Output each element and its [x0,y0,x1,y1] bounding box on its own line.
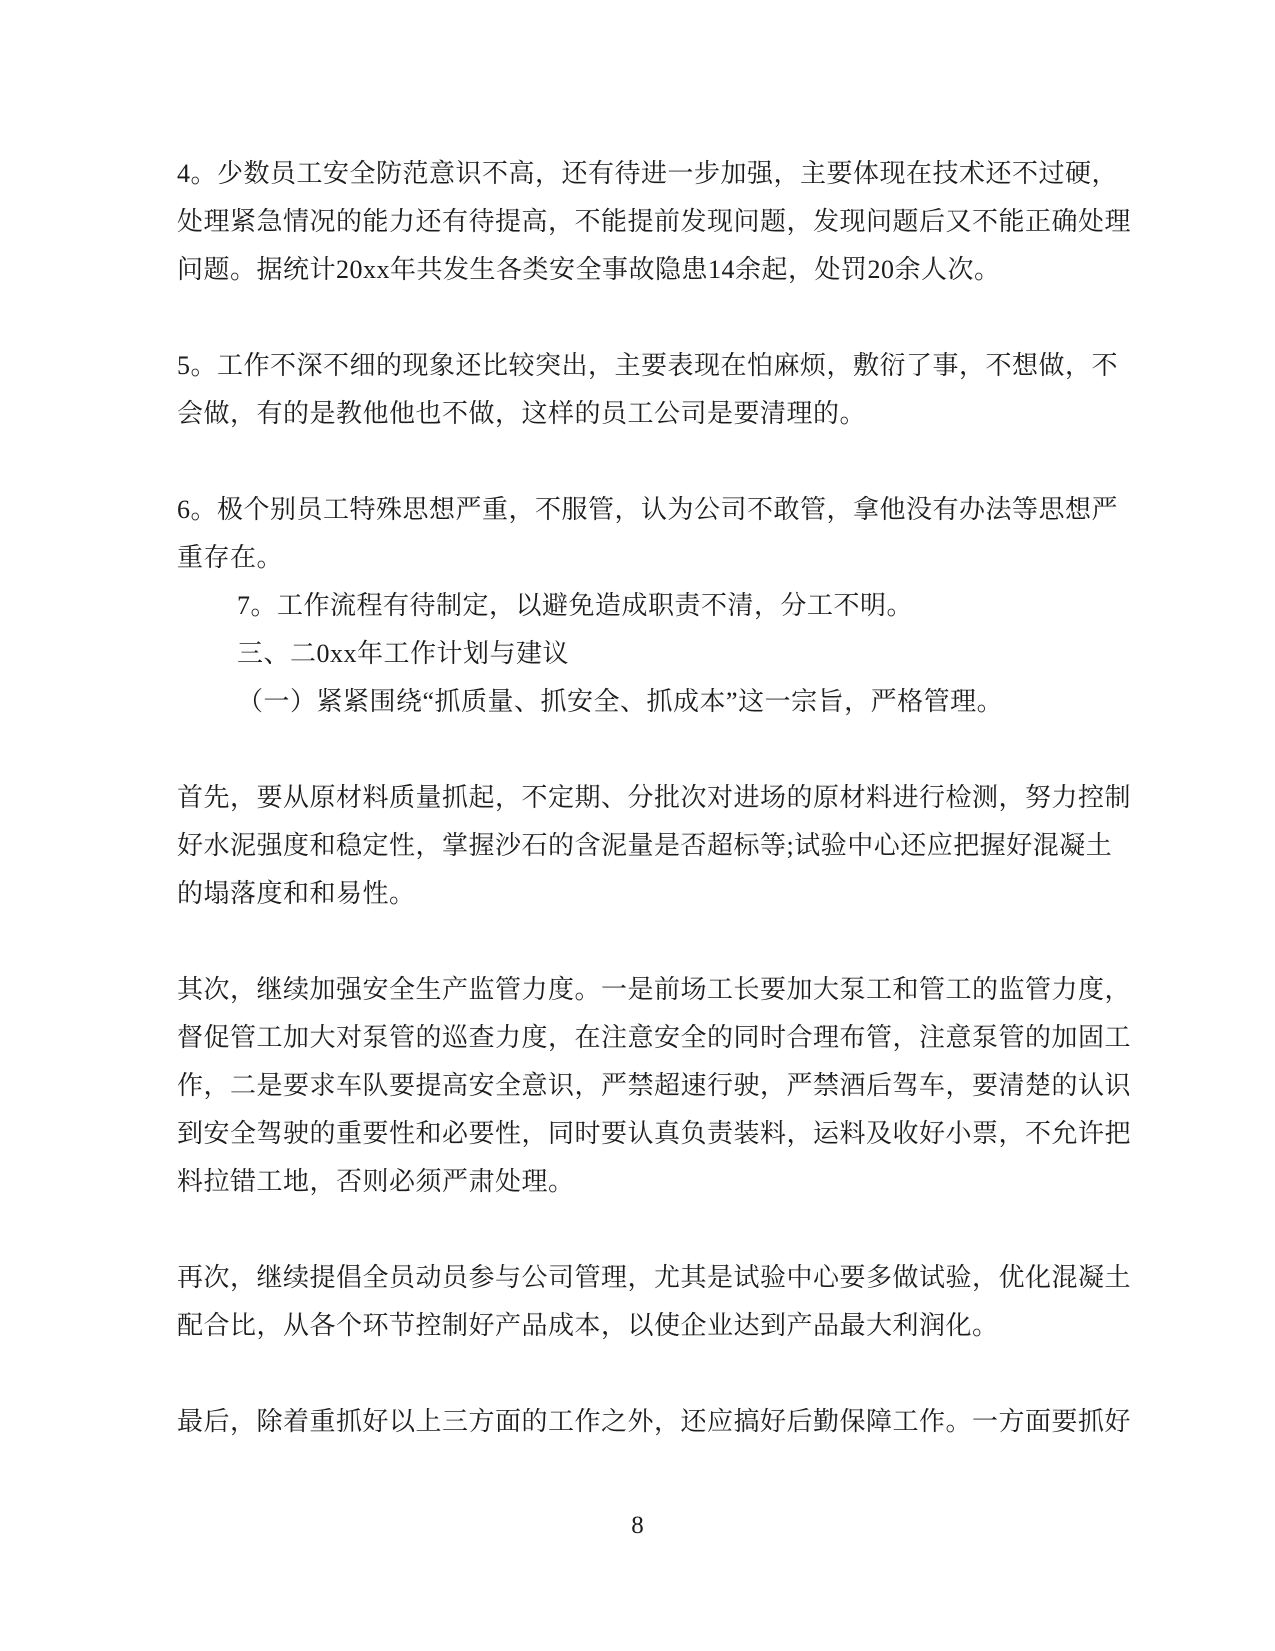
text-line: 处理紧急情况的能力还有待提高，不能提前发现问题，发现问题后又不能正确处理 [177,207,1132,236]
text-line: 料拉错工地，否则必须严肃处理。 [177,1167,575,1196]
text-line: 7。工作流程有待制定，以避免造成职责不清，分工不明。 [237,591,914,620]
text-line: 最后，除着重抓好以上三方面的工作之外，还应搞好后勤保障工作。一方面要抓好 [177,1407,1132,1436]
text-line: 再次，继续提倡全员动员参与公司管理，尤其是试验中心要多做试验，优化混凝土 [177,1263,1132,1292]
text-line: 督促管工加大对泵管的巡查力度，在注意安全的同时合理布管，注意泵管的加固工 [177,1023,1132,1052]
text-line: （一）紧紧围绕“抓质量、抓安全、抓成本”这一宗旨，严格管理。 [237,687,1004,716]
text-line: 好水泥强度和稳定性，掌握沙石的含泥量是否超标等;试验中心还应把握好混凝土 [177,831,1113,860]
text-line: 重存在。 [177,543,284,572]
text-line: 作，二是要求车队要提高安全意识，严禁超速行驶，严禁酒后驾车，要清楚的认识 [177,1071,1132,1100]
text-line: 的塌落度和和易性。 [177,879,416,908]
text-line: 三、二0xx年工作计划与建议 [237,639,570,668]
text-line: 问题。据统计20xx年共发生各类安全事故隐患14余起，处罚20余人次。 [177,255,1001,284]
page-number: 8 [631,1512,644,1539]
text-line: 首先，要从原材料质量抓起，不定期、分批次对进场的原材料进行检测，努力控制 [177,783,1132,812]
text-line: 5。工作不深不细的现象还比较突出，主要表现在怕麻烦，敷衍了事，不想做，不 [177,351,1119,380]
text-line: 6。极个别员工特殊思想严重，不服管，认为公司不敢管，拿他没有办法等思想严 [177,495,1119,524]
text-line: 4。少数员工安全防范意识不高，还有待进一步加强，主要体现在技术还不过硬， [177,159,1119,188]
text-line: 会做，有的是教他他也不做，这样的员工公司是要清理的。 [177,399,867,428]
text-line: 到安全驾驶的重要性和必要性，同时要认真负责装料，运料及收好小票，不允许把 [177,1119,1132,1148]
text-line: 配合比，从各个环节控制好产品成本，以使企业达到产品最大利润化。 [177,1311,999,1340]
text-line: 其次，继续加强安全生产监管力度。一是前场工长要加大泵工和管工的监管力度， [177,975,1132,1004]
text-body [177,150,1132,1446]
